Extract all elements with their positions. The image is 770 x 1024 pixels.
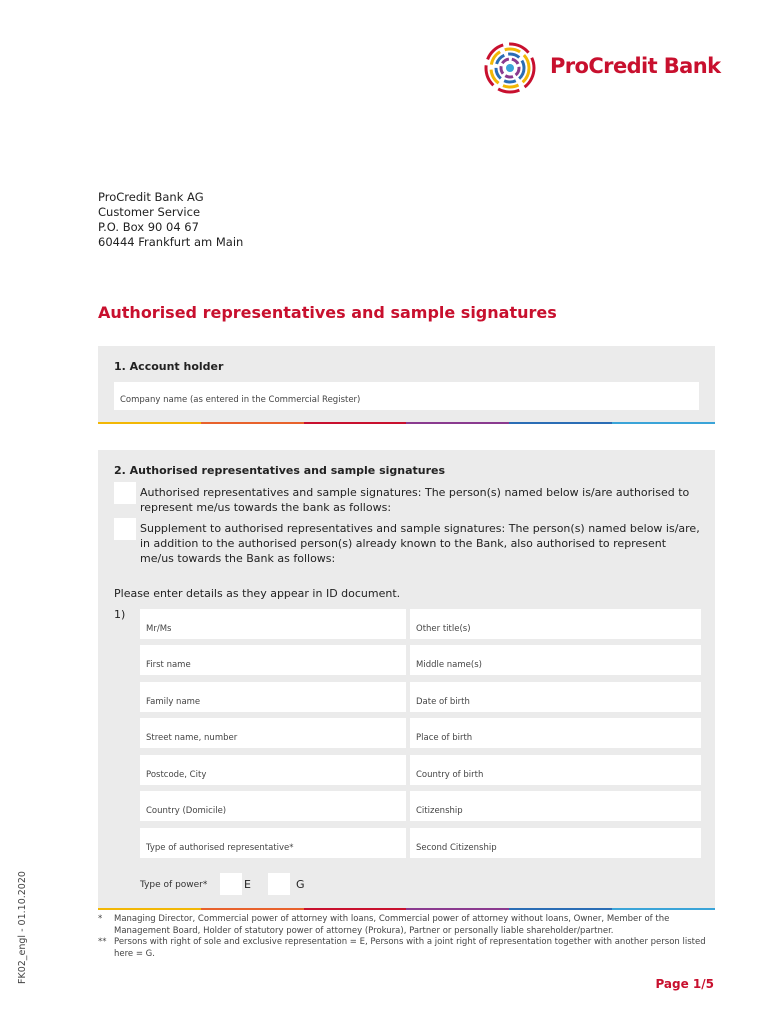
citizenship-field[interactable] [410, 791, 701, 821]
footnotes [98, 914, 718, 960]
family-name-field[interactable] [140, 682, 406, 712]
representatives-section [98, 450, 715, 908]
document-title: Authorised representatives and sample signatures [98, 303, 557, 322]
other-titles-field[interactable] [410, 609, 701, 639]
section-heading: 2. Authorised representatives and sample signatures [114, 464, 446, 477]
account-holder-section [98, 346, 715, 422]
section-heading: 1. Account holder [114, 360, 224, 373]
second-citizenship-field[interactable] [410, 828, 701, 858]
procredit-logo-icon [484, 42, 536, 94]
postcode-city-field[interactable] [140, 755, 406, 785]
address-line: Customer Service [98, 205, 201, 219]
address-line: ProCredit Bank AG [98, 190, 204, 204]
footnote-mark: * [98, 914, 103, 924]
footnote-text: Persons with right of sole and exclusive representation = E, Persons with a joint right of representation together with another person listed here = G. [114, 937, 706, 959]
field-label: Type of authorised representative* [146, 843, 294, 853]
instruction-text: Please enter details as they appear in ID document. [114, 587, 401, 600]
representative-type-field[interactable] [140, 828, 406, 858]
field-label: Company name (as entered in the Commercial Register) [120, 395, 361, 405]
place-of-birth-field[interactable] [410, 718, 701, 748]
field-label: Country (Domicile) [146, 806, 227, 816]
power-e-checkbox[interactable] [220, 873, 242, 895]
option-text-1: Authorised representatives and sample signatures: The person(s) named below is/are authorised to represent me/us towards the bank as follows: [140, 486, 690, 514]
bank-name: ProCredit Bank [550, 54, 721, 78]
field-label: Family name [146, 697, 201, 707]
field-label: Mr/Ms [146, 624, 172, 634]
page-number: Page 1/5 [655, 977, 714, 991]
power-g-label: G [296, 878, 305, 891]
option-checkbox-2[interactable] [114, 518, 136, 540]
field-label: Middle name(s) [416, 660, 482, 670]
power-e-label: E [244, 878, 251, 891]
person-number: 1) [114, 608, 126, 621]
footnote-mark: ** [98, 937, 107, 947]
field-label: Date of birth [416, 697, 470, 707]
footnote-text: Managing Director, Commercial power of attorney with loans, Commercial power of attorney without loans, Owner, Member of the Management Board, Holder of statutory power of attorney (Prokura), Partner or personally liable shareholder/partner. [114, 914, 670, 936]
field-label: Second Citizenship [416, 843, 497, 853]
footnote-1 [98, 914, 718, 937]
address-line: P.O. Box 90 04 67 [98, 220, 199, 234]
date-of-birth-field[interactable] [410, 682, 701, 712]
first-name-field[interactable] [140, 645, 406, 675]
option-checkbox-1[interactable] [114, 482, 136, 504]
power-g-checkbox[interactable] [268, 873, 290, 895]
field-label: Other title(s) [416, 624, 471, 634]
color-divider [98, 908, 715, 910]
form-code: FK02_engl - 01.10.2020 [17, 871, 28, 984]
field-label: Postcode, City [146, 770, 207, 780]
field-label: First name [146, 660, 191, 670]
footnote-2 [98, 937, 718, 960]
option-text-2: Supplement to authorised representatives and sample signatures: The person(s) named below is/are, in addition to the authorised person(s) already known to the Bank, also authorised to represent me/us towards the Bank as follows: [140, 522, 700, 565]
country-of-birth-field[interactable] [410, 755, 701, 785]
field-label: Place of birth [416, 733, 473, 743]
mr-ms-field[interactable] [140, 609, 406, 639]
field-label: Country of birth [416, 770, 484, 780]
middle-names-field[interactable] [410, 645, 701, 675]
address-line: 60444 Frankfurt am Main [98, 235, 244, 249]
type-of-power-label: Type of power* [140, 880, 208, 890]
company-name-field[interactable] [114, 382, 699, 410]
street-field[interactable] [140, 718, 406, 748]
recipient-address [98, 190, 243, 250]
color-divider [98, 422, 715, 424]
field-label: Citizenship [416, 806, 463, 816]
field-label: Street name, number [146, 733, 238, 743]
country-domicile-field[interactable] [140, 791, 406, 821]
bank-logo [484, 42, 724, 94]
